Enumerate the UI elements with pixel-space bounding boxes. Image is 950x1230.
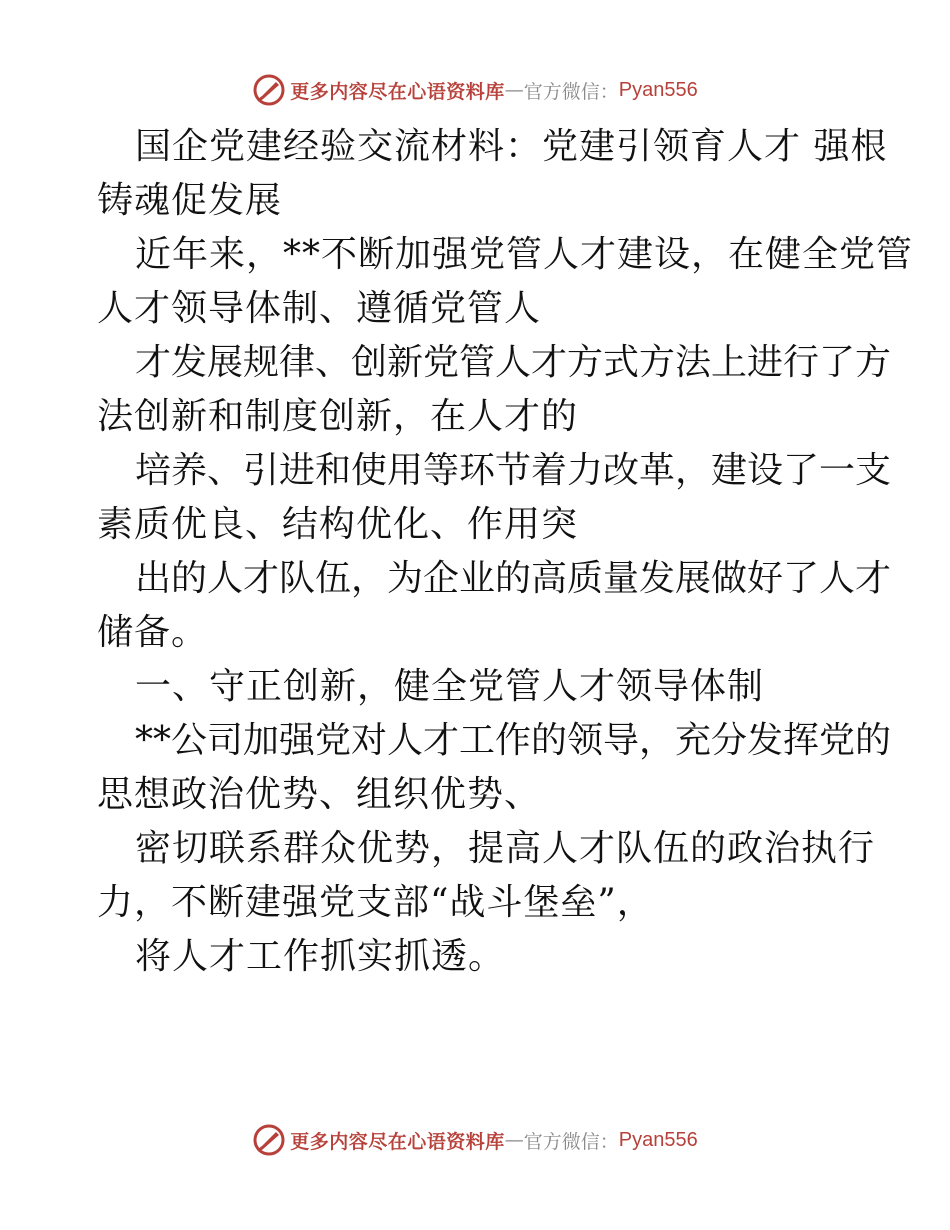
paragraph-line: 出的人才队伍，为企业的高质量发展做好了人才: [135, 558, 892, 599]
watermark-wechat-id: Pyan556: [618, 1128, 698, 1151]
quill-circle-icon: [252, 1123, 286, 1157]
paragraph-line: 人才领导体制、遵循党管人: [97, 288, 542, 329]
document-title-line-2: 铸魂促发展: [97, 180, 283, 221]
footer-watermark: [0, 1120, 950, 1160]
watermark-wechat-id: Pyan556: [618, 78, 698, 101]
section-heading: 一、守正创新，健全党管人才领导体制: [135, 666, 765, 707]
header-watermark: [0, 70, 950, 110]
watermark-official-label: 官方微信：: [523, 1130, 619, 1153]
paragraph-line: 才发展规律、创新党管人才方式方法上进行了方: [135, 342, 892, 383]
watermark-separator: —: [504, 79, 524, 101]
paragraph-line: 素质优良、结构优化、作用突: [97, 504, 579, 545]
watermark-text: 更多内容尽在心语资料库: [290, 80, 505, 103]
paragraph-line: 储备。: [97, 612, 209, 653]
watermark-official-label: 官方微信：: [523, 80, 619, 103]
document-title-line-1: 国企党建经验交流材料：党建引领育人才 强根: [135, 126, 888, 167]
document-body: [97, 120, 914, 984]
paragraph-line: 力，不断建强党支部“战斗堡垒”，: [97, 882, 654, 923]
paragraph-line: 近年来，**不断加强党管人才建设，在健全党管: [135, 234, 914, 275]
watermark-separator: —: [504, 1129, 524, 1151]
paragraph-line: 法创新和制度创新，在人才的: [97, 396, 579, 437]
quill-circle-icon: [252, 73, 286, 107]
watermark-text: 更多内容尽在心语资料库: [290, 1130, 505, 1153]
paragraph-line: **公司加强党对人才工作的领导，充分发挥党的: [135, 720, 892, 761]
paragraph-line: 将人才工作抓实抓透。: [135, 936, 506, 977]
paragraph-line: 密切联系群众优势，提高人才队伍的政治执行: [135, 828, 876, 869]
paragraph-line: 思想政治优势、组织优势、: [97, 774, 542, 815]
paragraph-line: 培养、引进和使用等环节着力改革，建设了一支: [135, 450, 892, 491]
